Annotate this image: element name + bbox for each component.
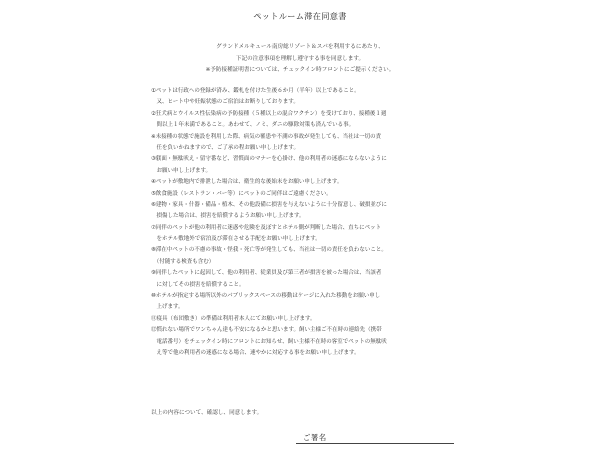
terms-line: ⑪寝具（布団敷き）の準備は利用者本人にてお願い申し上げます。 (151, 315, 316, 322)
terms-line: 間以上１年未満であること。あわせて、ノミ、ダニの駆除対策も済んでいる事。 (151, 122, 355, 129)
terms-line: お願い申し上げます。 (151, 167, 212, 174)
terms-line: ⑥建物・家具・什器・備品・植木、その他設備に損害を与えないように十分留意し、破損並びに (151, 201, 387, 208)
terms-line: ⑤飲食施設（レストラン・バー等）にペットのご同伴はご遠慮ください。 (151, 190, 332, 197)
intro-line: 下記の注意事項を理解し遵守する事を同意します。 (235, 55, 365, 62)
terms-line: 上げます。 (151, 304, 184, 311)
terms-line: 又、ヒート中や妊娠状態のご宿泊はお断りしております。 (151, 99, 299, 106)
terms-line: 損傷した場合は、損害を賠償するようお願い申し上げます。 (151, 213, 305, 220)
terms-line: （付随する検査も含む） (151, 258, 215, 265)
terms-line: に対してその損害を賠償すること。 (151, 281, 245, 288)
terms-line: ①ペットは行政への登録が済み、鑑札を付けた生後６か月（半年）以上であること。 (151, 88, 360, 94)
intro-line: ※予防接種証明書については、チェックイン時フロントにご提示ください。 (205, 67, 395, 73)
terms-line: 電話番号）をチェックイン時にフロントにお知らせ、飼い主様不在時の客室でペットの無駄吠 (151, 338, 387, 345)
terms-line: 任を負いかねますので、ご了承の程お願い申し上げます。 (151, 144, 299, 151)
terms-line: をホテル敷地外で宿泊及び滞在させる手配をお願い申し上げます。 (151, 236, 321, 243)
terms-line: ⑫慣れない場所でワンちゃん達も不安になるかと思います。飼い主様ご不在時の連絡先（携帯 (151, 327, 382, 334)
terms-line: ②狂犬病とウイルス性伝染病の予防接種（５種以上の混合ワクチン）を受けており、接種後１週 (151, 110, 387, 117)
terms-line: ⑨同伴したペットに起因して、他の利用者、従業員及び第三者が損害を被った場合は、当該者 (151, 270, 382, 277)
signature-line[interactable] (296, 443, 454, 444)
intro-block (150, 42, 450, 77)
terms-line: ③躾面・無駄吠え・留守番など、習慣面のマナーを心掛け、他の利用者の迷惑にならないように (151, 156, 387, 163)
terms-line: ④ペットが敷地内で排泄した場合は、衛生的な後始末をお願い申し上げます。 (151, 179, 343, 186)
document-title: ペットルーム滞在同意書 (253, 11, 347, 21)
intro-line: グランドメルキュール南房総リゾート＆スパを利用するにあたり、 (216, 44, 384, 50)
terms-line: ⑧滞在中ペットの不慮の事故・怪我・死亡等が発生しても、当社は一切の責任を負わないこと。 (151, 247, 387, 254)
signature-label: ご署名 (303, 433, 327, 442)
terms-line: ⑩ホテルが指定する場所以外のパブリックスペースの移動はケージに入れた移動をお願い申し (151, 293, 381, 300)
agreement-statement: 以上の内容について、確認し、同意します。 (151, 410, 263, 416)
terms-line: ⑦同伴のペットが他の利用者に迷惑や危険を及ぼすとホテル側が判断した場合、直ちにペット (151, 224, 382, 231)
terms-list (151, 86, 456, 359)
terms-line: え等で他の利用者の迷惑になる場合、速やかに対応する事をお願い申し上げます。 (151, 349, 360, 356)
terms-line: ※未接種の状態で施設を利用した際、病気の罹患や不測の事故が発生しても、当社は一切の責 (151, 133, 382, 140)
